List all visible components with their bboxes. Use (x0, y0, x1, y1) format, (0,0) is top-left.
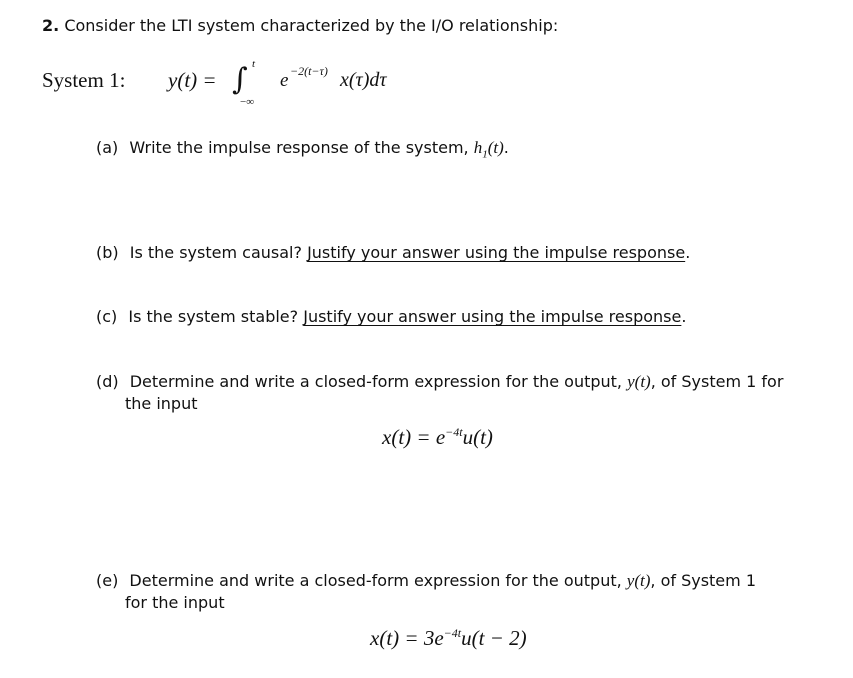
part-d-eq-lhs: x(t) = (382, 425, 436, 449)
part-d-equation (382, 425, 493, 450)
part-e-eq-lhs: x(t) = 3 (370, 626, 435, 650)
integral-upper-limit: t (252, 58, 256, 70)
part-c-label: (c) (96, 307, 118, 326)
integral-sign: ∫ (232, 62, 248, 97)
part-a-tail: . (503, 138, 509, 157)
part-a-text: Write the impulse response of the system, (129, 138, 474, 157)
part-b-underlined: Justify your answer using the impulse response (307, 243, 686, 262)
part-d-eq-base: e (435, 425, 446, 449)
part-a-math-h: h (473, 138, 483, 157)
part-e-equation (370, 626, 527, 651)
part-c-tail: . (681, 307, 687, 326)
integrand-base: e (280, 70, 289, 91)
part-b (96, 243, 690, 262)
integrand-tail: x(τ)dτ (340, 69, 387, 91)
part-a-label: (a) (96, 138, 119, 157)
question-header (42, 16, 558, 35)
part-e-text2: , of System 1 (650, 571, 756, 590)
question-number: 2. (42, 16, 60, 35)
part-c-text: Is the system stable? (128, 307, 304, 326)
part-e-label: (e) (96, 571, 119, 590)
part-a (96, 138, 509, 161)
part-c-underlined: Justify your answer using the impulse response (303, 307, 682, 326)
part-e-math: y(t) (626, 571, 651, 590)
system-label: System 1: (42, 68, 126, 92)
integrand-exponent: −2(t−τ) (290, 64, 328, 78)
part-e (96, 571, 756, 591)
part-a-math-tail: (t) (487, 138, 504, 157)
part-d-line2: the input (125, 394, 198, 413)
part-e-line2: for the input (125, 593, 225, 612)
part-b-text: Is the system causal? (129, 243, 308, 262)
part-d-label: (d) (96, 372, 119, 391)
part-d-math: y(t) (627, 372, 651, 391)
part-d-text2: , of System 1 for (650, 372, 784, 391)
part-d-eq-tail: u(t) (462, 425, 493, 449)
part-d-eq-exp: −4t (445, 425, 463, 439)
part-e-eq-tail: u(t − 2) (461, 626, 527, 650)
part-d (96, 372, 783, 392)
part-d-text1: Determine and write a closed-form expression for the output, (129, 372, 628, 391)
part-b-tail: . (685, 243, 691, 262)
part-e-eq-base: e (434, 626, 444, 650)
part-a-math (473, 138, 504, 161)
part-b-label: (b) (96, 243, 119, 262)
system-lhs: y(t) = (168, 68, 217, 92)
part-a-math-sub: 1 (482, 148, 488, 161)
part-e-text1: Determine and write a closed-form expression for the output, (129, 571, 627, 590)
integral-lower-limit: −∞ (240, 96, 255, 108)
question-intro: Consider the LTI system characterized by the I/O relationship: (64, 16, 559, 35)
part-c (96, 307, 686, 326)
part-e-eq-exp: −4t (443, 626, 462, 640)
